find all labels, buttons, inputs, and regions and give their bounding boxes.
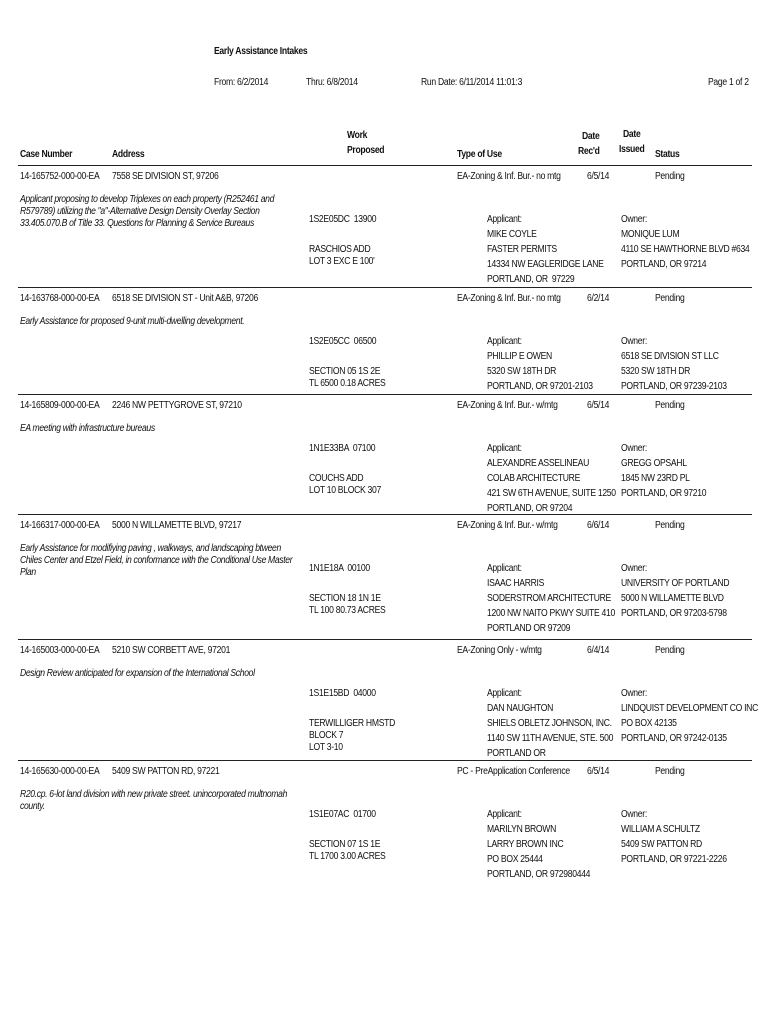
owner-line: Owner:: [621, 443, 647, 454]
applicant-line: PORTLAND, OR 97229: [487, 274, 575, 285]
type-of-use: EA-Zoning Only - w/mtg: [457, 645, 542, 656]
case-number: 14-165809-000-00-EA: [20, 400, 100, 411]
col-date-recd-2: Rec'd: [578, 146, 600, 157]
case-status: Pending: [655, 766, 685, 777]
date-received: 6/5/14: [587, 766, 610, 777]
applicant-line: MIKE COYLE: [487, 229, 537, 240]
case-divider: [18, 514, 752, 515]
col-date-issued-1: Date: [623, 129, 641, 140]
owner-line: PORTLAND, OR 97242-0135: [621, 733, 727, 744]
applicant-line: 1140 SW 11TH AVENUE, STE. 500: [487, 733, 614, 744]
date-received: 6/5/14: [587, 171, 610, 182]
applicant-line: FASTER PERMITS: [487, 244, 557, 255]
case-description: Applicant proposing to develop Triplexes on each property (R252461 and R579789) utilizing the "a"-Alternative Design Density Overlay Section 33.405.070.B of Title 33. Questions for Planning & Service Bureaus: [20, 194, 275, 229]
case-number: 14-165003-000-00-EA: [20, 645, 100, 656]
case-description: R20.cp. 6-lot land division with new private street. unincorporated multnomah county.: [20, 789, 288, 812]
legal-description-line: TL 1700 3.00 ACRES: [309, 851, 386, 862]
owner-line: PORTLAND, OR 97239-2103: [621, 381, 727, 392]
applicant-line: 421 SW 6TH AVENUE, SUITE 1250: [487, 488, 616, 499]
case-divider: [18, 760, 752, 761]
owner-line: PO BOX 42135: [621, 718, 677, 729]
owner-line: 4110 SE HAWTHORNE BLVD #634: [621, 244, 750, 255]
col-date-recd-1: Date: [582, 131, 600, 142]
applicant-line: PHILLIP E OWEN: [487, 351, 552, 362]
owner-line: WILLIAM A SCHULTZ: [621, 824, 700, 835]
type-of-use: EA-Zoning & Inf. Bur.- w/mtg: [457, 520, 558, 531]
case-description: EA meeting with infrastructure bureaus: [20, 423, 155, 434]
owner-line: PORTLAND, OR 97221-2226: [621, 854, 727, 865]
applicant-line: Applicant:: [487, 688, 522, 699]
applicant-line: COLAB ARCHITECTURE: [487, 473, 581, 484]
col-status: Status: [655, 149, 680, 160]
applicant-line: PORTLAND, OR 97204: [487, 503, 573, 514]
type-of-use: PC - PreApplication Conference: [457, 766, 570, 777]
applicant-line: LARRY BROWN INC: [487, 839, 564, 850]
col-work-proposed-1: Work: [347, 130, 368, 141]
type-of-use: EA-Zoning & Inf. Bur.- no mtg: [457, 171, 561, 182]
case-number: 14-165752-000-00-EA: [20, 171, 100, 182]
col-case-number: Case Number: [20, 149, 73, 160]
col-work-proposed-2: Proposed: [347, 145, 385, 156]
legal-description-line: TL 100 80.73 ACRES: [309, 605, 386, 616]
map-number: 1N1E18A 00100: [309, 563, 370, 574]
applicant-line: ISAAC HARRIS: [487, 578, 545, 589]
case-description: Early Assistance for proposed 9-unit multi-dwelling development.: [20, 316, 245, 327]
legal-description-line: LOT 3 EXC E 100': [309, 256, 375, 267]
case-status: Pending: [655, 645, 685, 656]
owner-line: 1845 NW 23RD PL: [621, 473, 690, 484]
run-date: Run Date: 6/11/2014 11:01:3: [421, 77, 523, 88]
owner-line: Owner:: [621, 809, 647, 820]
applicant-line: MARILYN BROWN: [487, 824, 557, 835]
case-status: Pending: [655, 293, 685, 304]
type-of-use: EA-Zoning & Inf. Bur.- no mtg: [457, 293, 561, 304]
owner-line: GREGG OPSAHL: [621, 458, 687, 469]
case-address: 5210 SW CORBETT AVE, 97201: [112, 645, 231, 656]
case-address: 2246 NW PETTYGROVE ST, 97210: [112, 400, 242, 411]
owner-line: 6518 SE DIVISION ST LLC: [621, 351, 719, 362]
case-divider: [18, 287, 752, 288]
applicant-line: PORTLAND OR 97209: [487, 623, 571, 634]
map-number: 1S1E07AC 01700: [309, 809, 376, 820]
owner-line: PORTLAND, OR 97203-5798: [621, 608, 727, 619]
legal-description-line: SECTION 05 1S 2E: [309, 366, 381, 377]
report-title: Early Assistance Intakes: [214, 46, 308, 57]
applicant-line: Applicant:: [487, 809, 522, 820]
col-type-of-use: Type of Use: [457, 149, 502, 160]
legal-description-line: LOT 3-10: [309, 742, 343, 753]
date-received: 6/5/14: [587, 400, 610, 411]
case-number: 14-163768-000-00-EA: [20, 293, 100, 304]
page-number: Page 1 of 2: [708, 77, 749, 88]
owner-line: 5000 N WILLAMETTE BLVD: [621, 593, 724, 604]
col-address: Address: [112, 149, 145, 160]
owner-line: MONIQUE LUM: [621, 229, 680, 240]
type-of-use: EA-Zoning & Inf. Bur.- w/mtg: [457, 400, 558, 411]
date-received: 6/6/14: [587, 520, 610, 531]
case-description: Early Assistance for modifiying paving , walkways, and landscaping btween Chiles Center and Etzel Field, in conformance with the Conditional Use Master Plan: [20, 543, 293, 578]
case-address: 6518 SE DIVISION ST - Unit A&B, 97206: [112, 293, 258, 304]
case-address: 5000 N WILLAMETTE BLVD, 97217: [112, 520, 242, 531]
case-status: Pending: [655, 400, 685, 411]
applicant-line: ALEXANDRE ASSELINEAU: [487, 458, 590, 469]
legal-description-line: SECTION 18 1N 1E: [309, 593, 381, 604]
owner-line: UNIVERSITY OF PORTLAND: [621, 578, 730, 589]
applicant-line: PORTLAND OR: [487, 748, 546, 759]
case-divider: [18, 639, 752, 640]
case-address: 5409 SW PATTON RD, 97221: [112, 766, 220, 777]
case-address: 7558 SE DIVISION ST, 97206: [112, 171, 219, 182]
case-status: Pending: [655, 520, 685, 531]
applicant-line: Applicant:: [487, 214, 522, 225]
applicant-line: DAN NAUGHTON: [487, 703, 553, 714]
owner-line: 5409 SW PATTON RD: [621, 839, 702, 850]
applicant-line: Applicant:: [487, 443, 522, 454]
legal-description-line: TL 6500 0.18 ACRES: [309, 378, 386, 389]
owner-line: PORTLAND, OR 97214: [621, 259, 707, 270]
owner-line: Owner:: [621, 563, 647, 574]
owner-line: LINDQUIST DEVELOPMENT CO INC: [621, 703, 759, 714]
map-number: 1S2E05DC 13900: [309, 214, 377, 225]
applicant-line: SHIELS OBLETZ JOHNSON, INC.: [487, 718, 612, 729]
thru-date: Thru: 6/8/2014: [306, 77, 358, 88]
owner-line: Owner:: [621, 214, 647, 225]
applicant-line: 5320 SW 18TH DR: [487, 366, 557, 377]
case-number: 14-165630-000-00-EA: [20, 766, 100, 777]
map-number: 1N1E33BA 07100: [309, 443, 376, 454]
applicant-line: SODERSTROM ARCHITECTURE: [487, 593, 612, 604]
applicant-line: PORTLAND, OR 972980444: [487, 869, 591, 880]
legal-description-line: COUCHS ADD: [309, 473, 364, 484]
applicant-line: PO BOX 25444: [487, 854, 543, 865]
date-received: 6/2/14: [587, 293, 610, 304]
applicant-line: Applicant:: [487, 563, 522, 574]
map-number: 1S2E05CC 06500: [309, 336, 377, 347]
legal-description-line: TERWILLIGER HMSTD: [309, 718, 395, 729]
date-received: 6/4/14: [587, 645, 610, 656]
legal-description-line: BLOCK 7: [309, 730, 344, 741]
case-divider: [18, 394, 752, 395]
applicant-line: Applicant:: [487, 336, 522, 347]
map-number: 1S1E15BD 04000: [309, 688, 376, 699]
col-date-issued-2: Issued: [619, 144, 645, 155]
case-status: Pending: [655, 171, 685, 182]
case-description: Design Review anticipated for expansion of the International School: [20, 668, 255, 679]
from-date: From: 6/2/2014: [214, 77, 269, 88]
applicant-line: PORTLAND, OR 97201-2103: [487, 381, 593, 392]
applicant-line: 14334 NW EAGLERIDGE LANE: [487, 259, 604, 270]
applicant-line: 1200 NW NAITO PKWY SUITE 410: [487, 608, 615, 619]
legal-description-line: RASCHIOS ADD: [309, 244, 371, 255]
legal-description-line: SECTION 07 1S 1E: [309, 839, 381, 850]
legal-description-line: LOT 10 BLOCK 307: [309, 485, 381, 496]
header-rule: [18, 165, 752, 166]
case-number: 14-166317-000-00-EA: [20, 520, 100, 531]
owner-line: 5320 SW 18TH DR: [621, 366, 691, 377]
owner-line: PORTLAND, OR 97210: [621, 488, 707, 499]
owner-line: Owner:: [621, 688, 647, 699]
owner-line: Owner:: [621, 336, 647, 347]
